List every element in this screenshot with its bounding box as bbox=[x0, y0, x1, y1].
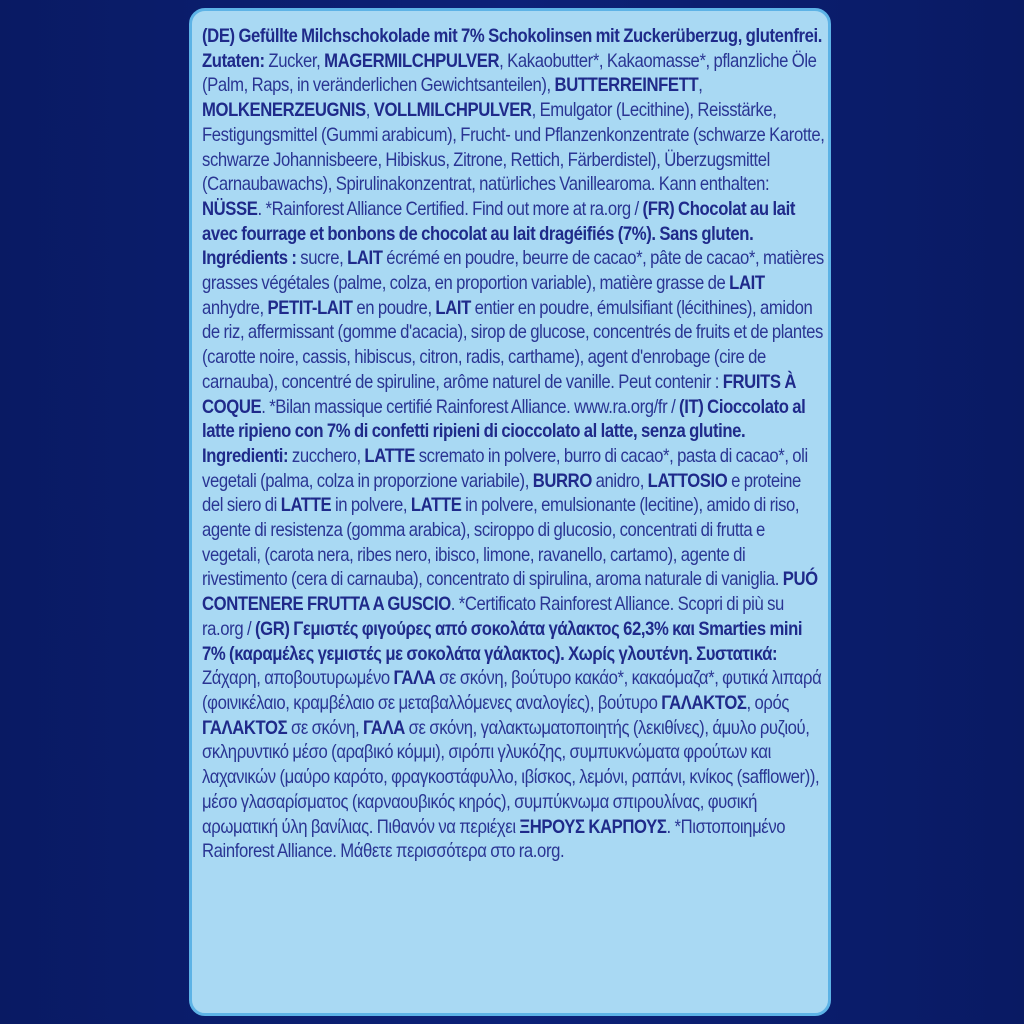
fr-text: . *Bilan massique certifié Rainforest Alliance. www.ra.org/fr / bbox=[261, 395, 680, 418]
gr-text: σε σκόνη, βούτυρο κακάο*, κακαόμαζα*, φυτικά λιπαρά (φοινικέλαιο, κραμβέλαιο σε μεταβαλλόμενες αναλογίες), βούτυρο bbox=[202, 667, 822, 714]
allergen: ΓΑΛΑ bbox=[393, 667, 436, 690]
gr-title: (GR) Γεμιστές φιγούρες από σοκολάτα γάλακτος 62,3% και Smarties mini 7% (καραμέλες γεμιστές με σοκολάτα γάλακτος). Χωρίς γλουτένη. Συστατικά: bbox=[202, 617, 803, 665]
gr-text: Ζάχαρη, αποβουτυρωμένο bbox=[202, 667, 394, 690]
allergen: LATTOSIO bbox=[647, 469, 728, 492]
fr-text: sucre, bbox=[296, 247, 348, 270]
allergen: LAIT bbox=[435, 296, 471, 319]
it-text: scremato in polvere, burro di cacao*, pasta di cacao*, oli vegetali (palma, colza in proporzione variabile), bbox=[202, 444, 808, 492]
it-text: anidro, bbox=[591, 469, 648, 492]
allergen: ΞΗΡΟΥΣ ΚΑΡΠΟΥΣ bbox=[519, 815, 667, 838]
allergen: ΓΑΛΑΚΤΟΣ bbox=[661, 691, 747, 714]
fr-text: écrémé en poudre, beurre de cacao*, pâte de cacao*, matières grasses végétales (palme, colza, en proportion variable), matière grasse de bbox=[202, 247, 824, 295]
gr-text: σε σκόνη, bbox=[287, 716, 364, 739]
it-text: in polvere, bbox=[331, 494, 411, 517]
it-text: . *Certificato Rainforest Alliance. Scopri di più su ra.org / bbox=[202, 593, 784, 640]
it-text: e proteine del siero di bbox=[202, 469, 801, 517]
ingredients-text bbox=[202, 24, 826, 864]
it-title: (IT) Cioccolato al latte ripieno con 7% di confetti ripieni di cioccolato al latte, senza glutine. Ingredienti: bbox=[202, 395, 806, 467]
allergen: LAIT bbox=[347, 247, 383, 270]
allergen: ΓΑΛΑ bbox=[363, 716, 405, 739]
allergen: LATTE bbox=[280, 494, 332, 517]
de-text: , bbox=[698, 74, 703, 97]
allergen: BURRO bbox=[532, 469, 592, 492]
de-text: , Emulgator (Lecithine), Reisstärke, Festigungsmittel (Gummi arabicum), Frucht- und Pflanzenkonzentrate (schwarze Karotte, schwarze Johannisbeere, Hibiskus, Zitrone, Rettich, Färberdistel), Überzugsmittel (Carnaubawachs), Spirulinakonzentrat, natürliches Vanillearoma. Kann enthalten: bbox=[202, 99, 825, 196]
allergen: LATTE bbox=[410, 494, 462, 517]
allergen: ΓΑΛΑΚΤΟΣ bbox=[202, 716, 288, 739]
de-ingredients-heading: Zutaten: bbox=[202, 49, 265, 72]
allergen: LATTE bbox=[364, 444, 415, 467]
de-text: , Kakaobutter*, Kakaomasse*, pflanzliche Öle (Palm, Raps, in veränderlichen Gewichtsanteilen), bbox=[202, 49, 817, 97]
it-text: in polvere, emulsionante (lecitine), amido di riso, agente di resistenza (gomma arabica), sciroppo di glucosio, concentrati di frutta e vegetali, (carota nera, ribes nero, ibisco, limone, ravanello, cartamo), agente di rivestimento (cera di carnauba), concentrato di spirulina, aroma naturale di vaniglia. bbox=[202, 494, 800, 591]
allergen: PUÓ CONTENERE FRUTTA A GUSCIO bbox=[202, 568, 818, 616]
allergen: BUTTERREINFETT bbox=[554, 74, 699, 97]
de-text: , bbox=[365, 99, 374, 122]
allergen: LAIT bbox=[729, 272, 765, 295]
gr-text: , ορός bbox=[746, 691, 790, 714]
de-title: (DE) Gefüllte Milchschokolade mit 7% Schokolinsen mit Zuckerüberzug, glutenfrei. bbox=[202, 25, 823, 47]
allergen: MAGERMILCHPULVER bbox=[324, 49, 500, 72]
allergen: FRUITS À COQUE bbox=[202, 370, 797, 418]
fr-text: anhydre, bbox=[202, 296, 268, 319]
allergen: PETIT-LAIT bbox=[267, 296, 353, 319]
ingredients-label-panel bbox=[189, 8, 831, 1016]
allergen: NÜSSE bbox=[202, 197, 258, 220]
de-text: Zucker, bbox=[264, 49, 325, 72]
allergen: VOLLMILCHPULVER bbox=[373, 99, 532, 122]
fr-title: (FR) Chocolat au lait avec fourrage et bonbons de chocolat au lait dragéifiés (7%). Sans gluten. Ingrédients : bbox=[202, 197, 795, 270]
gr-text: . *Πιστοποιημένο Rainforest Alliance. Μάθετε περισσότερα στο ra.org. bbox=[202, 815, 786, 863]
allergen: MOLKENERZEUGNIS bbox=[202, 99, 366, 122]
de-text: . *Rainforest Alliance Certified. Find out more at ra.org / bbox=[257, 197, 643, 220]
fr-text: en poudre, bbox=[352, 296, 436, 319]
it-text: zucchero, bbox=[288, 444, 365, 467]
fr-text: entier en poudre, émulsifiant (lécithines), amidon de riz, affermissant (gomme d'acacia), sirop de glucose, concentrés de fruits et de plantes (carotte noire, cassis, hibiscus, citron, radis, carthame), agent d'enrobage (cire de carnauba), concentré de spiruline, arôme naturel de vanille. Peut contenir : bbox=[202, 296, 823, 393]
gr-text: σε σκόνη, γαλακτωματοποιητής (λεκιθίνες), άμυλο ρυζιού, σκληρυντικό μέσο (αραβικό κόμμι), σιρόπι γλυκόζης, συμπυκνώματα φρούτων και λαχανικών (μαύρο καρότο, φραγκοστάφυλλο, ιβίσκος, λεμόνι, ραπάνι, κνίκος (safflower)), μέσο γλασαρίσματος (καρναουβικός κηρός), συμπύκνωμα σπιρουλίνας, φυσική αρωματική ύλη βανίλιας. Πιθανόν να περιέχει bbox=[202, 716, 820, 838]
